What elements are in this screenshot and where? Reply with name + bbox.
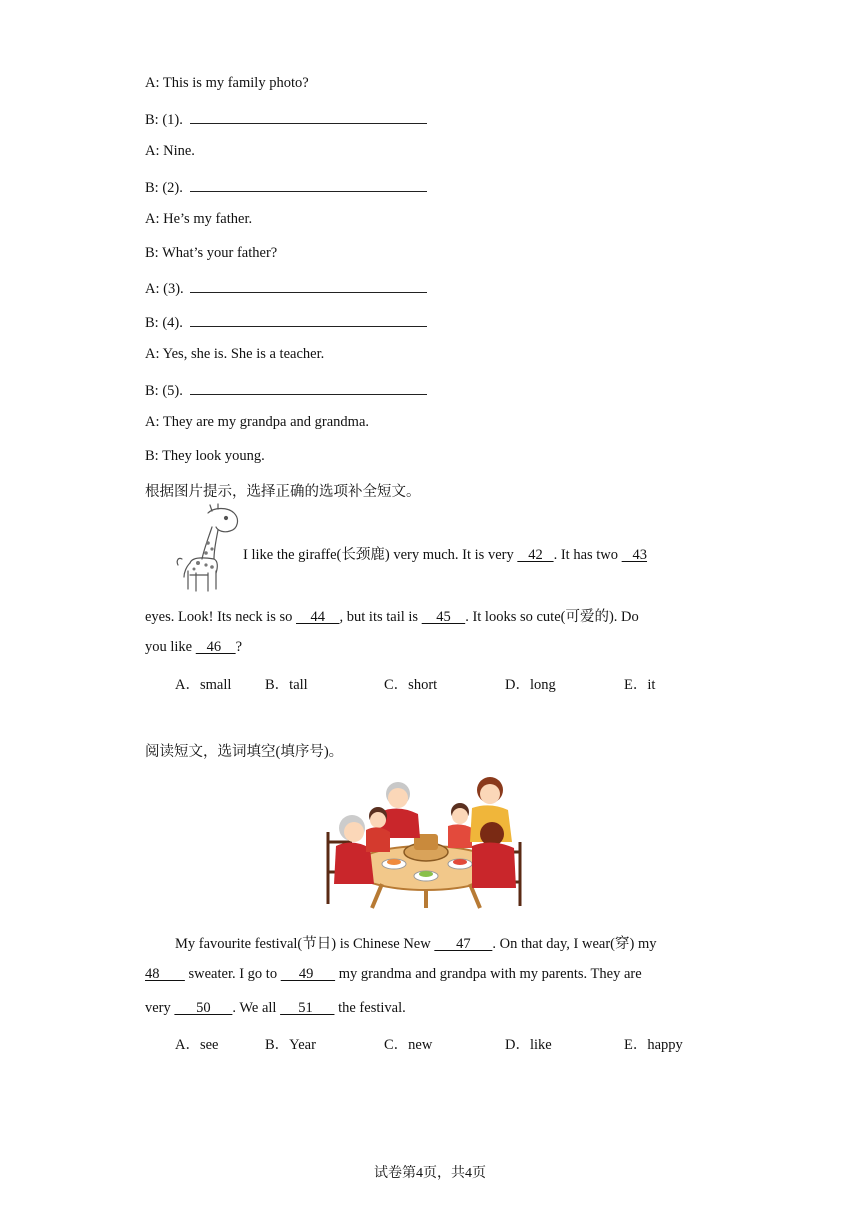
dialogue-line bbox=[145, 177, 427, 197]
dialogue-line bbox=[145, 380, 427, 400]
dialogue-line bbox=[145, 245, 277, 262]
giraffe-passage-line3: you like 46 ? bbox=[145, 639, 243, 655]
speaker-label: B: bbox=[145, 383, 159, 400]
dialogue-line bbox=[145, 75, 309, 92]
blank-46[interactable]: 46 bbox=[195, 639, 236, 655]
dialogue-text: (4). bbox=[162, 315, 183, 332]
option-e-it[interactable]: E．it bbox=[624, 677, 656, 693]
option-d-long[interactable]: D．long bbox=[505, 677, 556, 693]
festival-passage-line3: very 50 . We all 51 the festival. bbox=[145, 1000, 406, 1016]
answer-blank[interactable] bbox=[190, 109, 427, 124]
dialogue-line bbox=[145, 211, 252, 228]
speaker-label: B: bbox=[145, 244, 159, 261]
dialogue-line bbox=[145, 109, 427, 129]
option-c-short[interactable]: C．short bbox=[384, 677, 438, 693]
section2-instruction: 根据图片提示，选择正确的选项补全短文。 bbox=[145, 484, 421, 500]
blank-47[interactable]: 47 bbox=[434, 936, 493, 952]
speaker-label: A: bbox=[145, 210, 160, 227]
dialogue-text: Nine. bbox=[163, 142, 195, 159]
option-a-see[interactable]: A．see bbox=[175, 1037, 219, 1053]
blank-44[interactable]: 44 bbox=[296, 609, 340, 625]
answer-blank[interactable] bbox=[190, 177, 427, 192]
option-b-tall[interactable]: B．tall bbox=[265, 677, 308, 693]
dialogue-line bbox=[145, 448, 265, 465]
dialogue-line bbox=[145, 143, 195, 160]
blank-49[interactable]: 49 bbox=[280, 966, 336, 982]
speaker-label: B: bbox=[145, 447, 159, 464]
dialogue-line bbox=[145, 278, 427, 298]
blank-51[interactable]: 51 bbox=[280, 1000, 335, 1016]
speaker-label: A: bbox=[145, 142, 160, 159]
speaker-label: A: bbox=[145, 414, 160, 430]
dialogue-line bbox=[145, 312, 427, 332]
answer-blank[interactable] bbox=[190, 380, 427, 395]
page-footer: 试卷第4页，共4页 bbox=[374, 1166, 486, 1181]
dialogue-text: (3). bbox=[163, 281, 184, 298]
blank-45[interactable]: 45 bbox=[421, 609, 466, 625]
option-e-happy[interactable]: E．happy bbox=[624, 1037, 683, 1053]
speaker-label: A: bbox=[145, 281, 160, 298]
speaker-label: A: bbox=[145, 75, 160, 91]
option-b-year[interactable]: B．Year bbox=[265, 1037, 316, 1053]
section3-instruction: 阅读短文，选词填空(填序号)。 bbox=[145, 744, 344, 760]
dialogue-text: He’s my father. bbox=[163, 210, 253, 227]
option-c-new[interactable]: C．new bbox=[384, 1037, 433, 1053]
option-a-small[interactable]: A．small bbox=[175, 677, 232, 693]
speaker-label: B: bbox=[145, 179, 159, 196]
dialogue-text: They are my grandpa and grandma. bbox=[162, 414, 370, 430]
giraffe-passage-line1: I like the giraffe(长颈鹿) very much. It is very 42 . It has two 43 bbox=[243, 547, 648, 563]
option-d-like[interactable]: D．like bbox=[505, 1037, 552, 1053]
festival-passage-line1: My favourite festival(节日) is Chinese New 47 . On that day, I wear(穿) my bbox=[175, 936, 657, 952]
dialogue-text: This is my family photo? bbox=[162, 75, 309, 91]
speaker-label: A: bbox=[145, 346, 160, 363]
answer-blank[interactable] bbox=[190, 278, 427, 293]
speaker-label: B: bbox=[145, 315, 159, 332]
dialogue-text: (1). bbox=[162, 111, 183, 128]
dialogue-text: What’s your father? bbox=[162, 244, 278, 261]
blank-42[interactable]: 42 bbox=[517, 547, 554, 563]
dialogue-line bbox=[145, 414, 369, 431]
giraffe-illustration bbox=[168, 503, 248, 595]
blank-43[interactable]: 43 bbox=[621, 547, 648, 563]
dialogue-line bbox=[145, 346, 324, 363]
dialogue-text: (5). bbox=[162, 383, 183, 400]
blank-50[interactable]: 50 bbox=[174, 1000, 233, 1016]
family-dinner-illustration bbox=[322, 772, 526, 912]
answer-blank[interactable] bbox=[190, 312, 427, 327]
dialogue-text: (2). bbox=[162, 179, 183, 196]
dialogue-text: Yes, she is. She is a teacher. bbox=[162, 346, 325, 363]
dialogue-text: They look young. bbox=[162, 447, 265, 464]
festival-passage-line2: 48 sweater. I go to 49 my grandma and grandpa with my parents. They are bbox=[145, 966, 642, 982]
speaker-label: B: bbox=[145, 111, 159, 128]
blank-48[interactable]: 48 bbox=[145, 966, 185, 982]
giraffe-passage-line2: eyes. Look! Its neck is so 44 , but its tail is 45 . It looks so cute(可爱的). Do bbox=[145, 609, 639, 625]
